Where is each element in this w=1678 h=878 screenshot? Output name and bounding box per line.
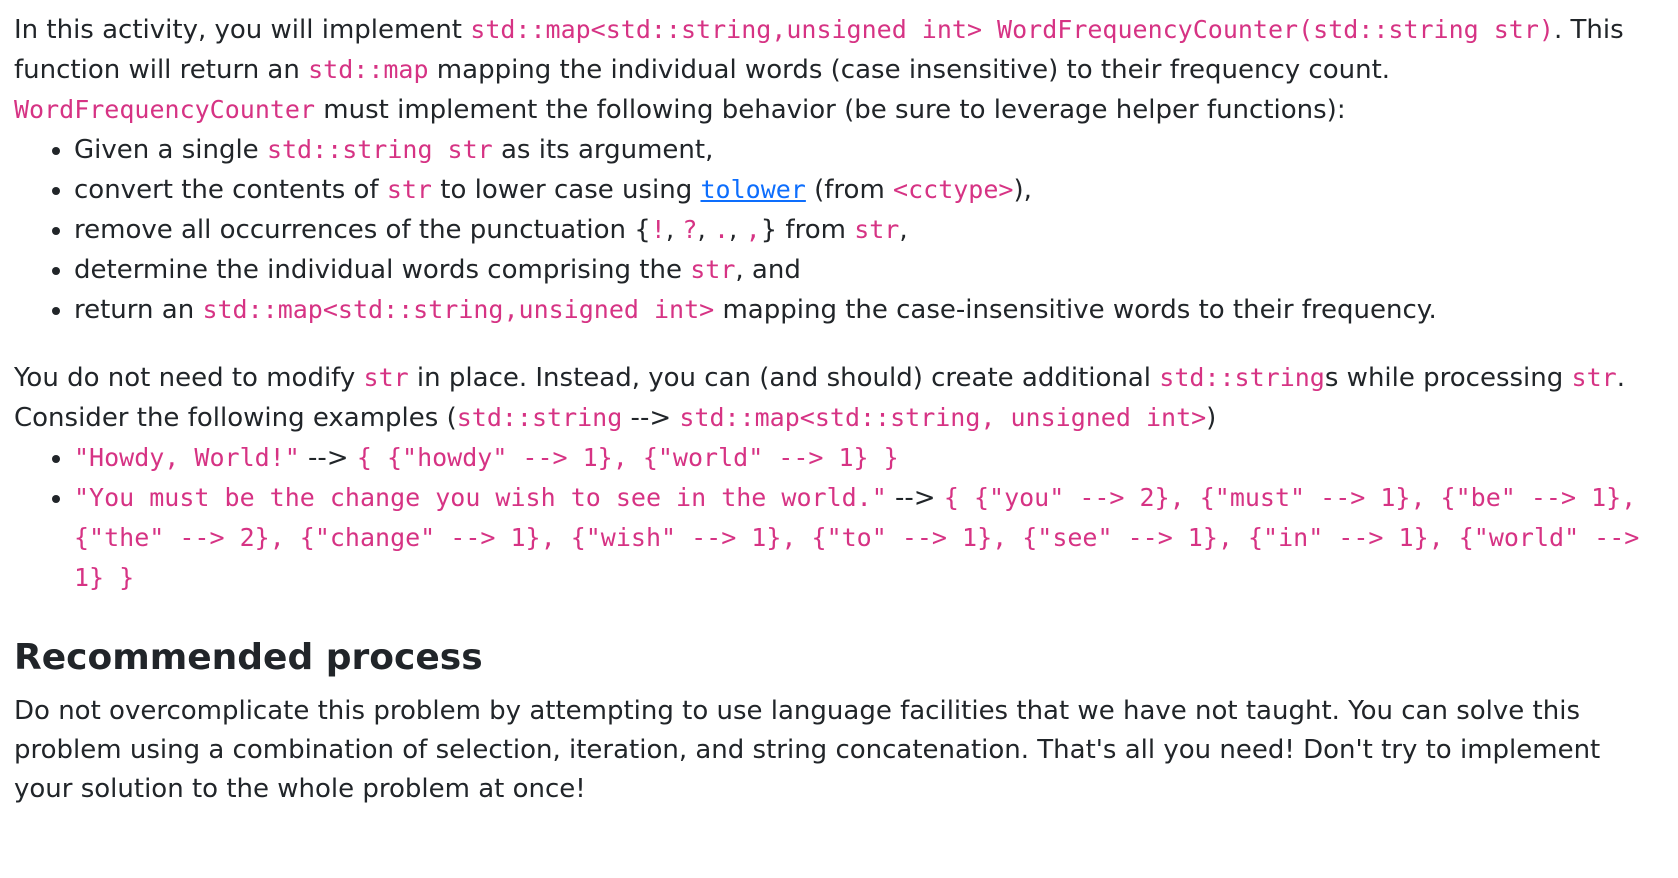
list-item-text: } from: [760, 215, 855, 245]
function-name-code: WordFrequencyCounter: [14, 95, 316, 124]
list-item: [74, 250, 1664, 290]
list-item-text: convert the contents of: [74, 175, 387, 205]
intro-text-3: mapping the individual words (case insensitive) to their frequency count.: [428, 55, 1391, 85]
list-item-text: ),: [1013, 175, 1032, 205]
inline-code: str: [363, 363, 409, 392]
inline-code: std::map<std::string, unsigned int>: [679, 403, 1207, 432]
example-arrow: -->: [299, 443, 357, 473]
intro-text-4: must implement the following behavior (be sure to leverage helper functions):: [315, 95, 1346, 125]
list-item-text: mapping the case-insensitive words to their frequency.: [714, 295, 1437, 325]
intro-text-2: . This function will return an: [14, 15, 1624, 85]
behavior-list: [14, 130, 1664, 330]
example-input-code: "You must be the change you wish to see in the world.": [74, 483, 887, 512]
list-item: [74, 170, 1664, 210]
paragraph-text: in place. Instead, you can (and should) create additional: [408, 363, 1160, 393]
inline-code: std::map<std::string,unsigned int>: [202, 295, 715, 324]
list-item-text: Given a single: [74, 135, 267, 165]
inline-code: std::string str: [266, 135, 493, 164]
paragraph-spacer: [14, 330, 1664, 358]
inline-code: str: [854, 215, 900, 244]
inline-code: ,: [745, 215, 761, 244]
list-item: [74, 130, 1664, 170]
inline-code: std::string: [456, 403, 623, 432]
list-item-text: remove all occurrences of the punctuation {: [74, 215, 651, 245]
inline-code: !: [650, 215, 666, 244]
inline-code: str: [1571, 363, 1617, 392]
list-item-text: determine the individual words comprising the: [74, 255, 691, 285]
example-output-code: { {"you" --> 2}, {"must" --> 1}, {"be" --> 1}, {"the" --> 2}, {"change" --> 1}, {"wish" --> 1}, {"to" --> 1}, {"see" --> 1}, {"in" --> 1}, {"world" --> 1} }: [74, 483, 1640, 592]
list-item-text: return an: [74, 295, 203, 325]
paragraph-text: -->: [622, 403, 680, 433]
list-item: [74, 290, 1664, 330]
std-map-code: std::map: [308, 55, 429, 84]
inline-code: .: [713, 215, 730, 244]
tolower-link[interactable]: [701, 175, 806, 205]
separator: ,: [665, 215, 683, 245]
list-item-text: as its argument,: [492, 135, 714, 165]
list-item: [74, 210, 1664, 250]
example-input-code: "Howdy, World!": [74, 443, 300, 472]
instructions-paragraph: [14, 358, 1664, 438]
example-item: [74, 438, 1664, 478]
list-item-text: ,: [899, 215, 908, 245]
inline-code: std::string: [1159, 363, 1325, 392]
paragraph-text: . Consider the following examples (: [14, 363, 1625, 433]
intro-text-1: In this activity, you will implement: [14, 15, 471, 45]
function-signature-code: std::map<std::string,unsigned int> WordFrequencyCounter(std::string str): [470, 15, 1554, 44]
list-item-text: to lower case using: [431, 175, 701, 205]
inline-code: str: [386, 175, 432, 204]
process-paragraph: Do not overcomplicate this problem by attempting to use language facilities that we have not taught. You can solve this problem using a combination of selection, iteration, and string concatenation. That's all you need! Don't try to implement your solution to the whole problem at once!: [14, 696, 1601, 804]
list-item-text: (from: [805, 175, 894, 205]
paragraph-text: s while processing: [1324, 363, 1572, 393]
example-item: [74, 478, 1664, 598]
inline-code: str: [690, 255, 736, 284]
example-arrow: -->: [886, 483, 944, 513]
paragraph-text: ): [1206, 403, 1217, 433]
list-item-text: , and: [735, 255, 801, 285]
examples-list: [14, 438, 1664, 598]
tolower-link-code: tolower: [700, 175, 806, 204]
section-heading: Recommended process: [14, 637, 483, 678]
separator: ,: [697, 215, 714, 245]
inline-code: <cctype>: [893, 175, 1014, 204]
intro-paragraph: [14, 10, 1664, 130]
paragraph-text: You do not need to modify: [14, 363, 364, 393]
separator: ,: [729, 215, 746, 245]
inline-code: ?: [682, 215, 698, 244]
example-output-code: { {"howdy" --> 1}, {"world" --> 1} }: [356, 443, 899, 472]
